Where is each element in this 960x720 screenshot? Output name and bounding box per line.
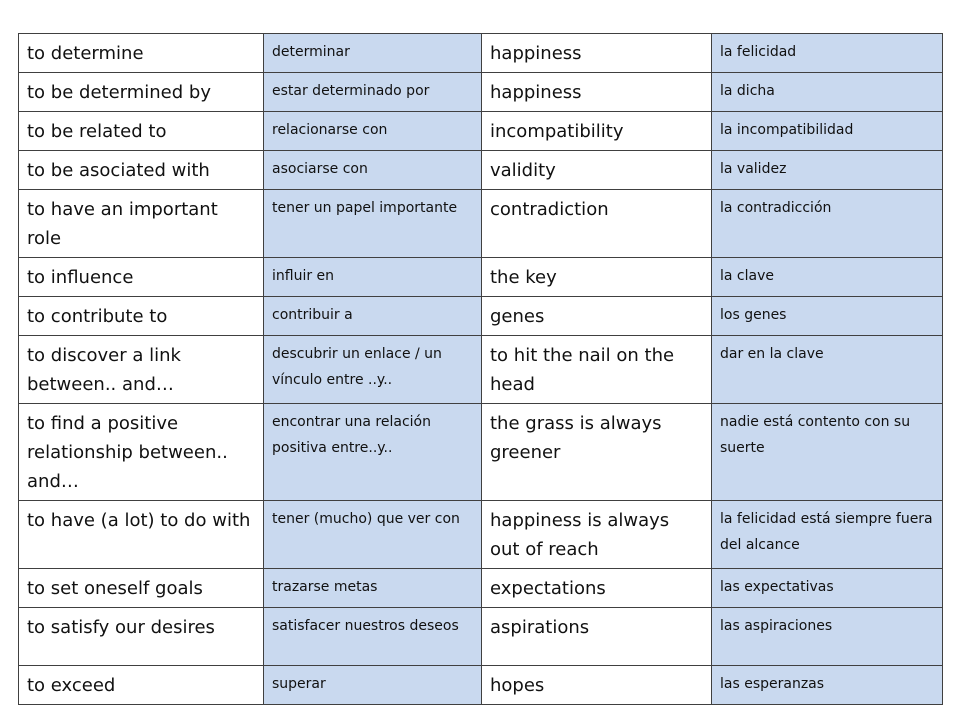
english-term: to hit the nail on the head (482, 336, 712, 404)
spanish-term: las expectativas (712, 569, 943, 608)
table-row (19, 404, 943, 501)
spanish-term: determinar (264, 34, 482, 73)
english-term: to have an important role (19, 190, 264, 258)
table-row (19, 501, 943, 569)
spanish-term: nadie está contento con su suerte (712, 404, 943, 501)
english-term: to determine (19, 34, 264, 73)
spanish-term: influir en (264, 258, 482, 297)
table-row (19, 34, 943, 73)
english-term: contradiction (482, 190, 712, 258)
spanish-term: las aspiraciones (712, 608, 943, 666)
vocabulary-table-body (19, 34, 943, 705)
spanish-term: estar determinado por (264, 73, 482, 112)
english-term: genes (482, 297, 712, 336)
table-row (19, 569, 943, 608)
spanish-term: la contradicción (712, 190, 943, 258)
spanish-term: la felicidad está siempre fuera del alcance (712, 501, 943, 569)
table-row (19, 608, 943, 666)
spanish-term: trazarse metas (264, 569, 482, 608)
spanish-term: la felicidad (712, 34, 943, 73)
english-term: the grass is always greener (482, 404, 712, 501)
english-term: incompatibility (482, 112, 712, 151)
spanish-term: asociarse con (264, 151, 482, 190)
spanish-term: relacionarse con (264, 112, 482, 151)
english-term: happiness (482, 34, 712, 73)
table-row (19, 336, 943, 404)
english-term: hopes (482, 666, 712, 705)
table-row (19, 297, 943, 336)
english-term: happiness (482, 73, 712, 112)
english-term: to find a positive relationship between.. and… (19, 404, 264, 501)
table-row (19, 73, 943, 112)
english-term: to contribute to (19, 297, 264, 336)
spanish-term: la incompatibilidad (712, 112, 943, 151)
table-row (19, 190, 943, 258)
english-term: to discover a link between.. and… (19, 336, 264, 404)
spanish-term: los genes (712, 297, 943, 336)
spanish-term: dar en la clave (712, 336, 943, 404)
spanish-term: tener un papel importante (264, 190, 482, 258)
spanish-term: la validez (712, 151, 943, 190)
english-term: to be related to (19, 112, 264, 151)
spanish-term: satisfacer nuestros deseos (264, 608, 482, 666)
spanish-term: la clave (712, 258, 943, 297)
english-term: to be determined by (19, 73, 264, 112)
english-term: validity (482, 151, 712, 190)
english-term: to influence (19, 258, 264, 297)
table-row (19, 151, 943, 190)
english-term: expectations (482, 569, 712, 608)
spanish-term: encontrar una relación positiva entre..y.. (264, 404, 482, 501)
vocabulary-table (18, 33, 943, 705)
english-term: to exceed (19, 666, 264, 705)
table-row (19, 666, 943, 705)
table-row (19, 258, 943, 297)
english-term: to be asociated with (19, 151, 264, 190)
spanish-term: las esperanzas (712, 666, 943, 705)
english-term: to set oneself goals (19, 569, 264, 608)
english-term: aspirations (482, 608, 712, 666)
english-term: the key (482, 258, 712, 297)
spanish-term: tener (mucho) que ver con (264, 501, 482, 569)
table-row (19, 112, 943, 151)
spanish-term: la dicha (712, 73, 943, 112)
english-term: happiness is always out of reach (482, 501, 712, 569)
english-term: to have (a lot) to do with (19, 501, 264, 569)
english-term: to satisfy our desires (19, 608, 264, 666)
spanish-term: descubrir un enlace / un vínculo entre ..y.. (264, 336, 482, 404)
spanish-term: contribuir a (264, 297, 482, 336)
spanish-term: superar (264, 666, 482, 705)
